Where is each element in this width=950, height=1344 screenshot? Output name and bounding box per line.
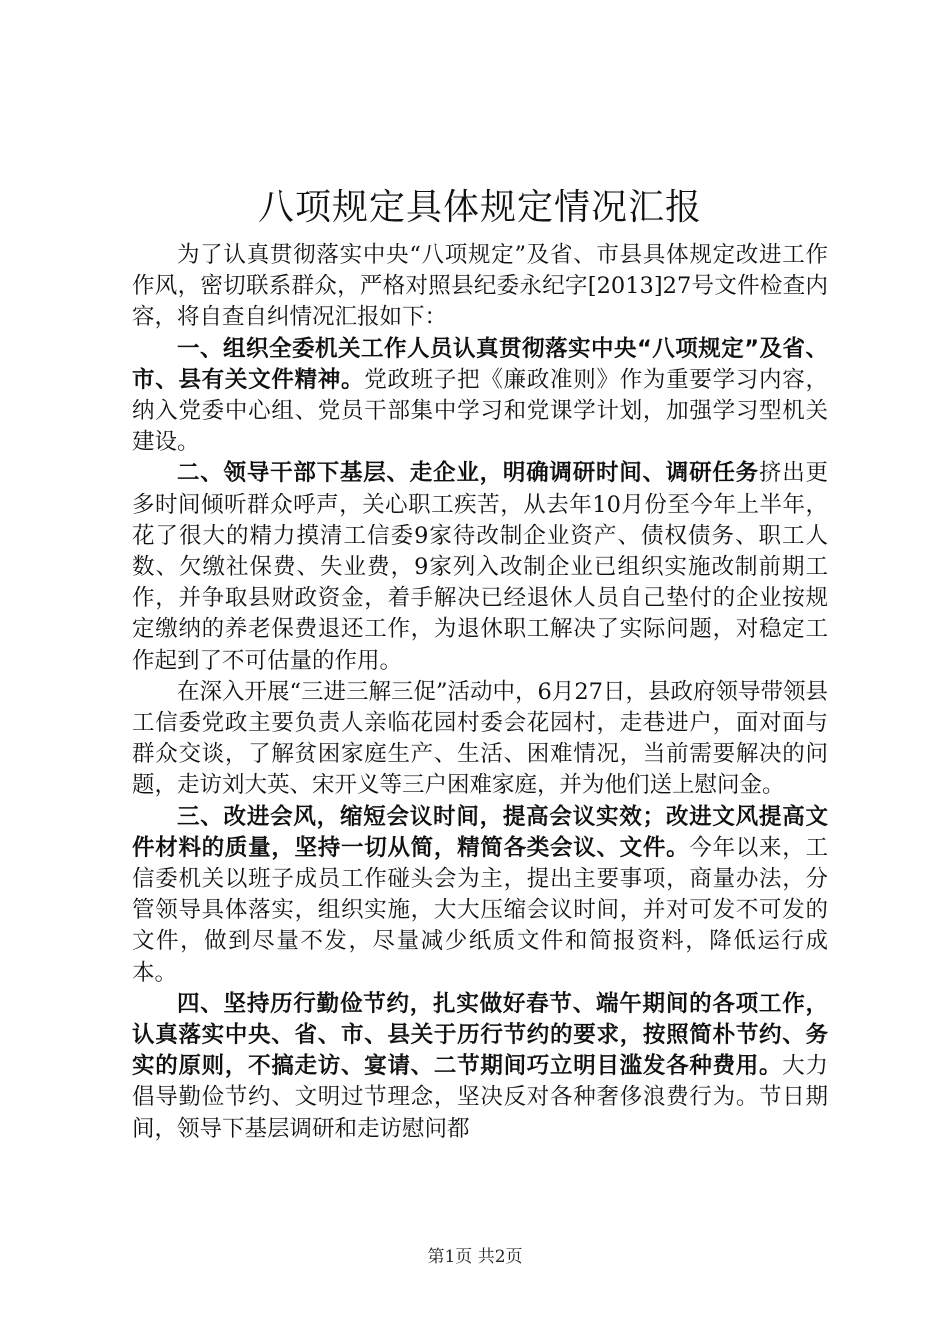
- section-3-heading: 三、改进会风，缩短会议时间，提高会议实效；改进文风提高文件材料的质量，坚持一切从简，精简各类会议、文件。: [132, 803, 828, 861]
- section-4-heading: 四、坚持历行勤俭节约，扎实做好春节、端午期间的各项工作，认真落实中央、省、市、县关于历行节约的要求，按照简朴节约、务实的原则，不搞走访、宴请、二节期间巧立明目滥发各种费用。: [132, 990, 828, 1080]
- paragraph-section-1: [132, 334, 828, 459]
- document-page: [132, 182, 828, 1145]
- paragraph-section-3: [132, 802, 828, 989]
- section-3-text: 今年以来，工信委机关以班子成员工作碰头会为主，提出主要事项，商量办法，分管领导具体落实，组织实施，大大压缩会议时间，并对可发不可发的文件，做到尽量不发，尽量减少纸质文件和简报资料，降低运行成本。: [132, 834, 828, 986]
- paragraph-section-4: [132, 989, 828, 1145]
- section-2-text: 挤出更多时间倾听群众呼声，关心职工疾苦，从去年10月份至今年上半年，花了很大的精力摸清工信委9家待改制企业资产、债权债务、职工人数、欠缴社保费、失业费，9家列入改制企业已组织实施改制前期工作，并争取县财政资金，着手解决已经退休人员自己垫付的企业按规定缴纳的养老保费退还工作，为退休职工解决了实际问题，对稳定工作起到了不可估量的作用。: [132, 460, 828, 674]
- section-1-text: 党政班子把《廉政准则》作为重要学习内容，纳入党委中心组、党员干部集中学习和党课学计划，加强学习型机关建设。: [132, 366, 828, 456]
- document-title: 八项规定具体规定情况汇报: [257, 187, 702, 228]
- section-4-text: 大力倡导勤俭节约、文明过节理念，坚决反对各种奢侈浪费行为。节日期间，领导下基层调研和走访慰问都: [132, 1053, 828, 1142]
- section-2-activity-text: 在深入开展“三进三解三促”活动中，6月27日，县政府领导带领县工信委党政主要负责人亲临花园村委会花园村，走巷进户，面对面与群众交谈，了解贫困家庭生产、生活、困难情况，当前需要解决的问题，走访刘大英、宋开义等三户困难家庭，并为他们送上慰问金。: [132, 678, 828, 799]
- paragraph-section-2-activity: [132, 677, 828, 802]
- paragraph-text: 为了认真贯彻落实中央“八项规定”及省、市县具体规定改进工作作风，密切联系群众，严格对照县纪委永纪字[2013]27号文件检查内容，将自查自纠情况汇报如下：: [132, 242, 828, 331]
- page-number-footer: 第1页 共2页: [427, 1247, 523, 1267]
- section-2-heading: 二、领导干部下基层、走企业，明确调研时间、调研任务: [177, 460, 759, 487]
- paragraph-section-2: [132, 458, 828, 676]
- section-1-heading: 一、组织全委机关工作人员认真贯彻落实中央“八项规定”及省、市、县有关文件精神。: [132, 335, 828, 393]
- paragraph-intro: [132, 240, 828, 334]
